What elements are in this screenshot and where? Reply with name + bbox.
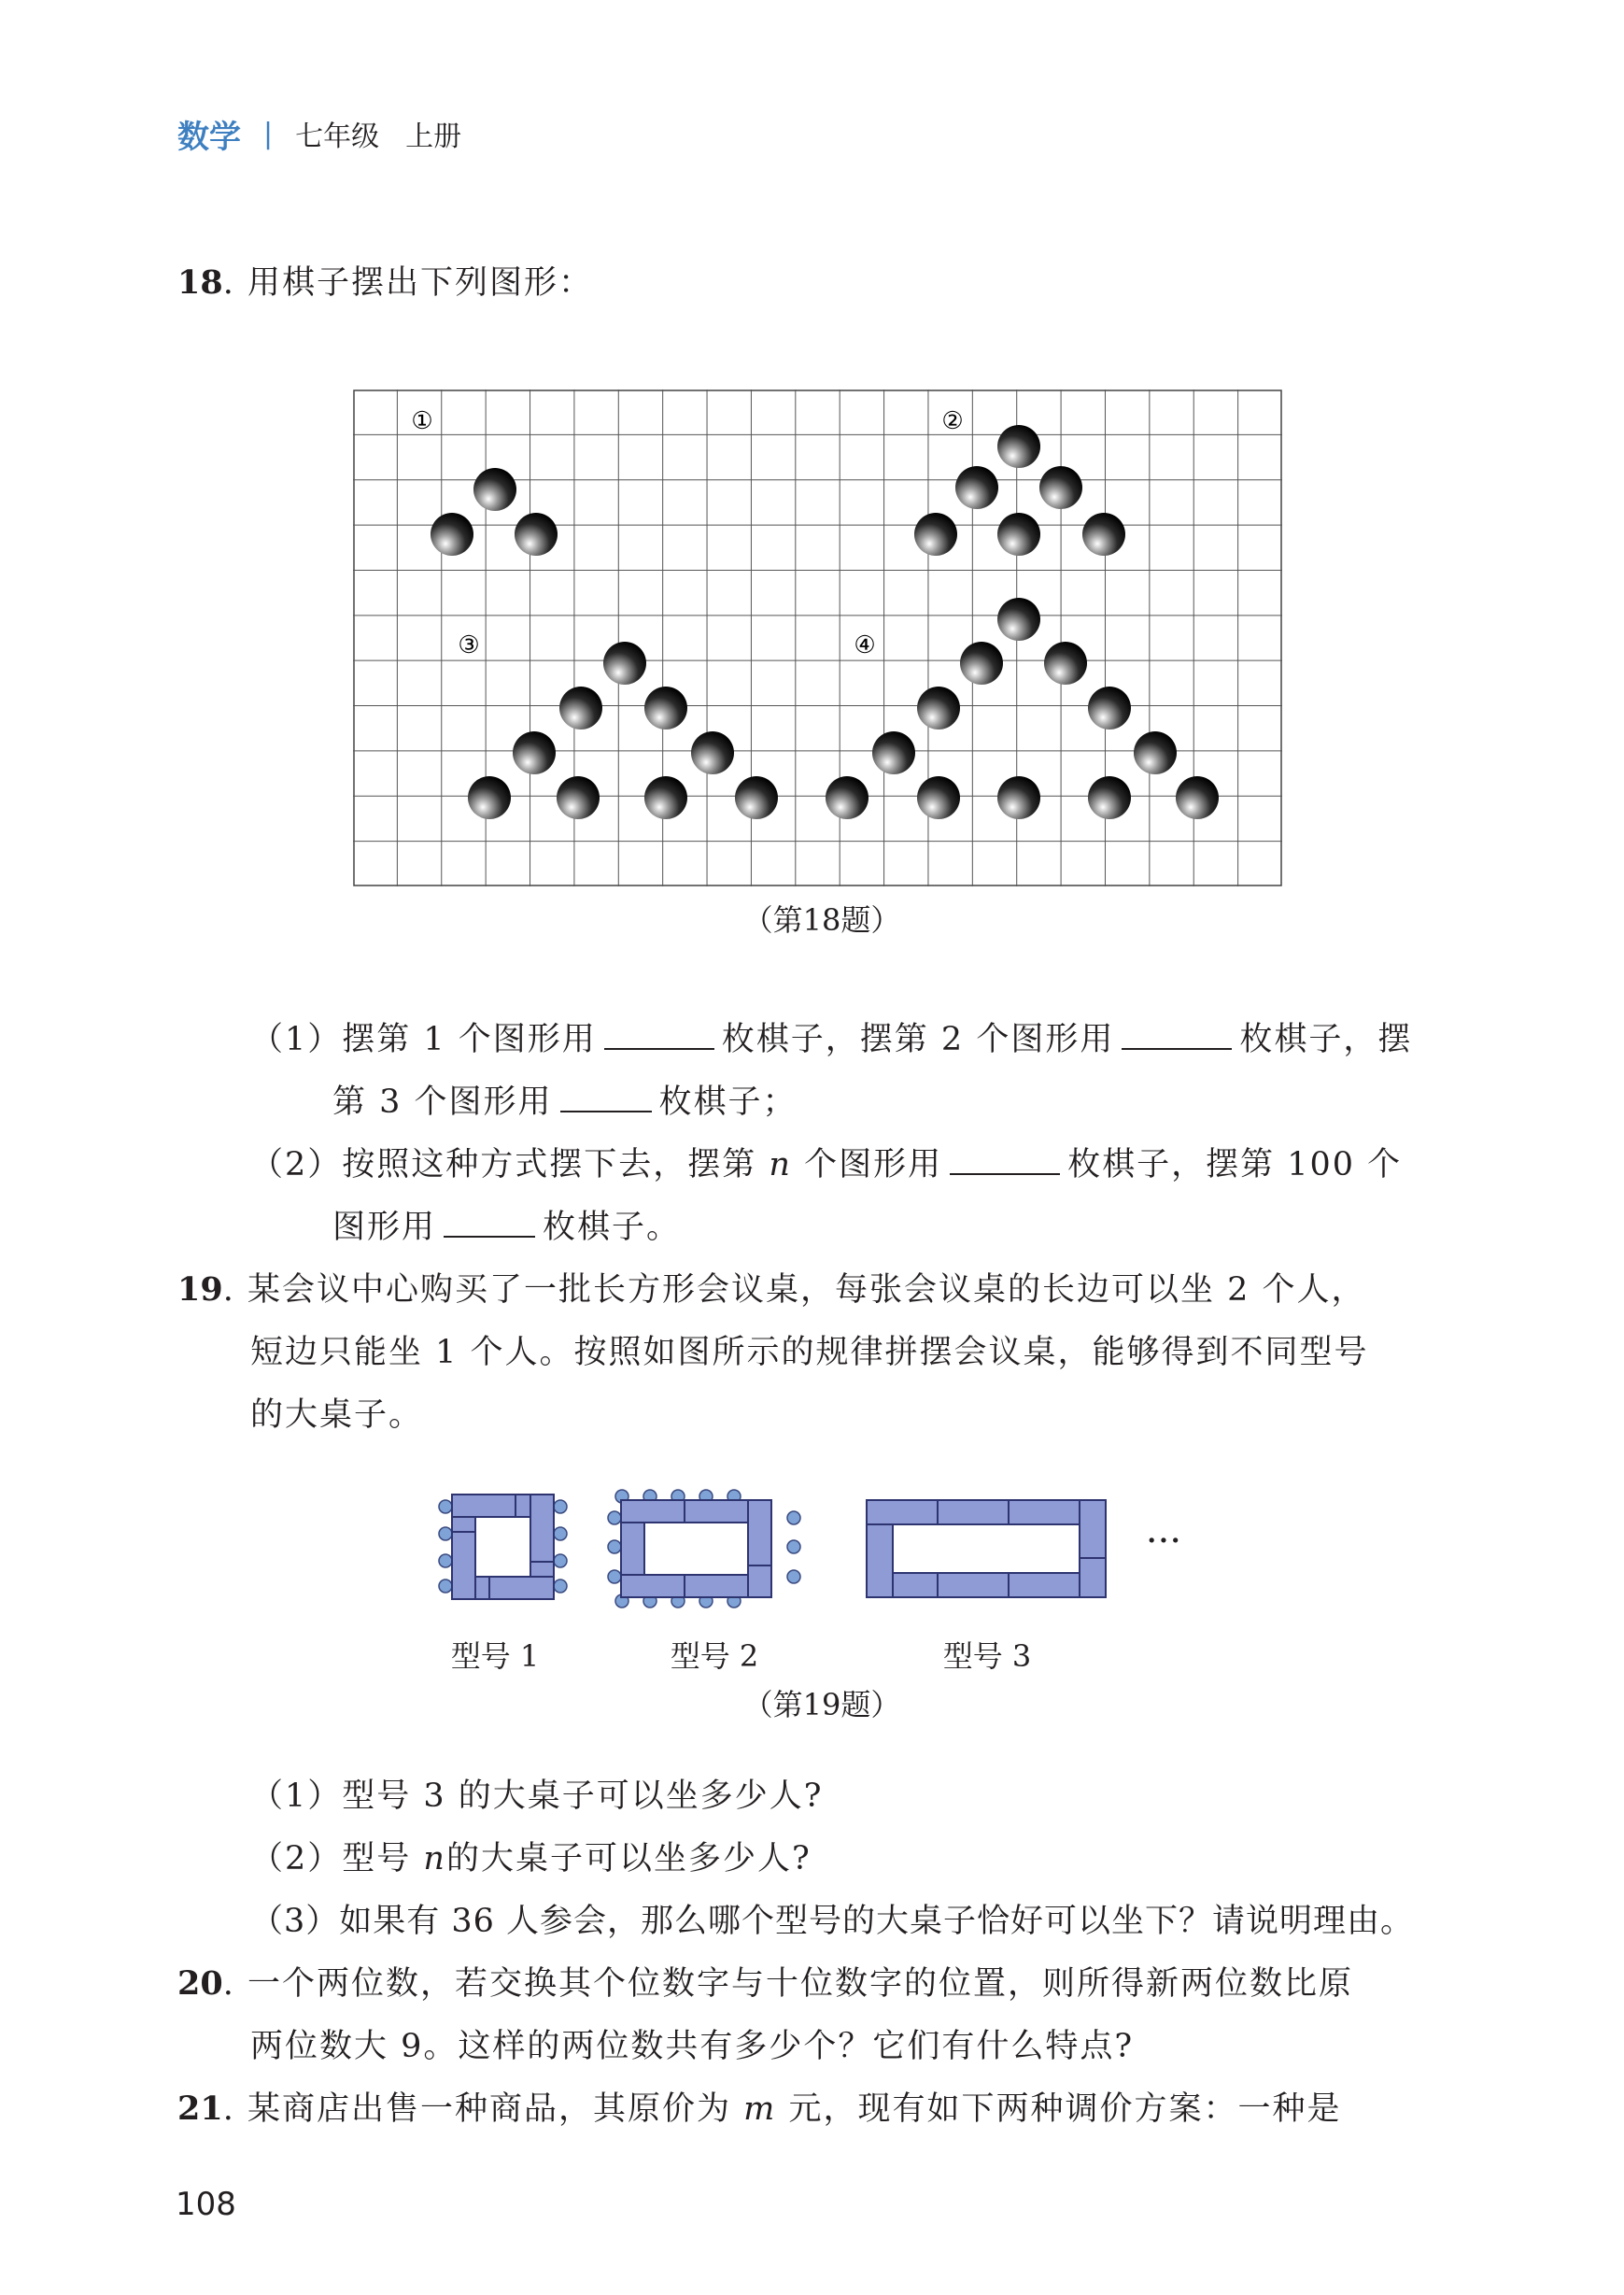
table-piece (621, 1500, 685, 1523)
seat (554, 1580, 567, 1593)
figure-label-1: ① (411, 407, 433, 435)
seat (439, 1580, 452, 1593)
table-piece (1009, 1573, 1080, 1597)
q20-line2: 两位数大 9。这样的两位数共有多少个？它们有什么特点? (250, 2028, 1135, 2065)
table-piece (938, 1573, 1009, 1597)
seat (439, 1554, 452, 1567)
go-stone (644, 776, 687, 819)
ellipsis: ··· (1145, 1520, 1182, 1563)
table-piece (867, 1524, 893, 1597)
q18-p2-text-a: （2）按照这种方式摆下去，摆第 (250, 1146, 757, 1183)
go-stone (1088, 687, 1131, 730)
table-figure (430, 1485, 1214, 1635)
table-piece (489, 1577, 554, 1599)
model-label-3: 型号 3 (942, 1638, 1032, 1674)
q18-part2-line1 (250, 1141, 1402, 1188)
answer-blank[interactable] (560, 1083, 652, 1112)
table-piece (530, 1562, 554, 1577)
header-volume: 上册 (405, 120, 462, 153)
q20-text-1: . 一个两位数，若交换其个位数字与十位数字的位置，则所得新两位数比原 (222, 1965, 1353, 2003)
go-stone (872, 731, 915, 774)
answer-blank[interactable] (1122, 1020, 1232, 1050)
seat (787, 1540, 800, 1553)
go-stone (997, 598, 1040, 641)
q19-line3: 的大桌子。 (250, 1396, 424, 1434)
table-piece (938, 1500, 1009, 1524)
seat (787, 1511, 800, 1524)
q19-line2: 短边只能坐 1 个人。按照如图所示的规律拼摆会议桌，能够得到不同型号 (250, 1334, 1369, 1371)
q20-number: 20 (177, 1964, 223, 2003)
table-piece (685, 1500, 748, 1523)
table-piece (1009, 1500, 1080, 1524)
table-piece (475, 1577, 489, 1599)
variable-m: m (743, 2090, 777, 2128)
go-stone (559, 687, 602, 730)
table-piece (530, 1495, 554, 1562)
q21-number: 21 (177, 2090, 223, 2128)
go-stone (515, 513, 558, 556)
go-stone (473, 468, 516, 511)
seat (787, 1570, 800, 1583)
go-stone (997, 425, 1040, 468)
table-piece (1080, 1500, 1106, 1558)
table-piece (748, 1500, 771, 1565)
go-stone (914, 513, 957, 556)
go-stone (1088, 776, 1131, 819)
table-model-3 (867, 1500, 1106, 1597)
page-header (177, 110, 461, 157)
answer-blank[interactable] (604, 1020, 714, 1050)
model-label-2: 型号 2 (670, 1638, 759, 1674)
go-stone (997, 776, 1040, 819)
q19-caption: （第19题） (742, 1687, 901, 1722)
table-piece (867, 1500, 938, 1524)
seat (439, 1527, 452, 1540)
answer-blank[interactable] (444, 1208, 535, 1238)
header-separator: | (263, 117, 274, 150)
go-stone (826, 776, 868, 819)
table-model-1 (439, 1495, 567, 1599)
go-stone (917, 687, 960, 730)
q19-p2-text-b: 的大桌子可以坐多少人? (445, 1840, 812, 1877)
q18-p2-text-b: 个图形用 (804, 1146, 943, 1183)
seat (439, 1500, 452, 1513)
q18-part2-line2 (332, 1204, 681, 1251)
figure-label-3: ③ (458, 631, 480, 659)
go-stone (691, 731, 734, 774)
q19-number: 19 (177, 1270, 223, 1309)
go-stone (431, 513, 473, 556)
q21-text-b: 元，现有如下两种调价方案：一种是 (788, 2090, 1342, 2128)
go-stone (557, 776, 600, 819)
q19-part3: （3）如果有 36 人参会，那么哪个型号的大桌子恰好可以坐下？请说明理由。 (250, 1903, 1415, 1940)
q18-number: 18 (177, 263, 223, 302)
table-piece (748, 1565, 771, 1597)
page-number: 108 (176, 2186, 236, 2223)
q18-p1-text-a: （1）摆第 1 个图形用 (250, 1021, 597, 1058)
go-stone (997, 513, 1040, 556)
variable-n: n (769, 1146, 792, 1183)
go-stone (735, 776, 778, 819)
table-piece (1080, 1558, 1106, 1597)
q21-text-a: . 某商店出售一种商品，其原价为 (222, 2090, 731, 2128)
table-piece (621, 1523, 644, 1575)
q19-text-1: . 某会议中心购买了一批长方形会议桌，每张会议桌的长边可以坐 2 个人， (222, 1271, 1366, 1309)
answer-blank[interactable] (950, 1145, 1060, 1175)
go-stone (1176, 776, 1219, 819)
q19-part2 (250, 1835, 812, 1882)
q18-part1-line2 (332, 1079, 798, 1126)
header-subject: 数学 (177, 118, 241, 156)
go-stone (1044, 642, 1087, 685)
q18-caption: （第18题） (742, 902, 901, 938)
table-piece (452, 1532, 475, 1599)
q18-stem (177, 260, 593, 306)
seat (608, 1511, 621, 1524)
q18-part1-line1 (250, 1016, 1412, 1063)
q18-p1-text-b: 枚棋子，摆第 2 个图形用 (721, 1021, 1115, 1058)
figure-label-2: ② (941, 407, 964, 435)
go-stone (1134, 731, 1177, 774)
q18-p2-text-e: 枚棋子。 (543, 1209, 682, 1246)
figure-label-4: ④ (854, 631, 876, 659)
go-stone (955, 466, 998, 509)
q19-p2-text-a: （2）型号 (250, 1840, 412, 1877)
model-label-1: 型号 1 (450, 1638, 540, 1674)
seat (554, 1500, 567, 1513)
seat (608, 1570, 621, 1583)
q18-p1-text-e: 枚棋子； (658, 1084, 798, 1121)
table-piece (685, 1575, 748, 1597)
seat (554, 1554, 567, 1567)
go-stone (644, 687, 687, 730)
q18-text: . 用棋子摆出下列图形： (222, 264, 593, 302)
go-stone (603, 642, 646, 685)
table-piece (893, 1573, 938, 1597)
q18-p1-text-c: 枚棋子，摆 (1239, 1021, 1413, 1058)
table-piece (515, 1495, 530, 1517)
go-stone (468, 776, 511, 819)
go-stone (1039, 466, 1082, 509)
go-stone (1082, 513, 1125, 556)
table-piece (621, 1575, 685, 1597)
q19-line1 (177, 1267, 1366, 1313)
header-grade: 七年级 (295, 120, 380, 153)
go-stone (513, 731, 556, 774)
table-model-2 (608, 1490, 800, 1608)
go-board-figure (353, 390, 1282, 886)
go-stone (960, 642, 1003, 685)
q18-p1-text-d: 第 3 个图形用 (332, 1084, 553, 1121)
seat (554, 1527, 567, 1540)
q21-line1 (177, 2086, 1341, 2132)
go-stone (917, 776, 960, 819)
variable-n: n (423, 1840, 446, 1877)
table-piece (452, 1495, 515, 1517)
q20-line1 (177, 1961, 1353, 2007)
q18-p2-text-c: 枚棋子，摆第 100 个 (1067, 1146, 1403, 1183)
q18-p2-text-d: 图形用 (332, 1209, 437, 1246)
seat (608, 1540, 621, 1553)
table-piece (452, 1517, 475, 1532)
q19-part1: （1）型号 3 的大桌子可以坐多少人? (250, 1778, 824, 1815)
